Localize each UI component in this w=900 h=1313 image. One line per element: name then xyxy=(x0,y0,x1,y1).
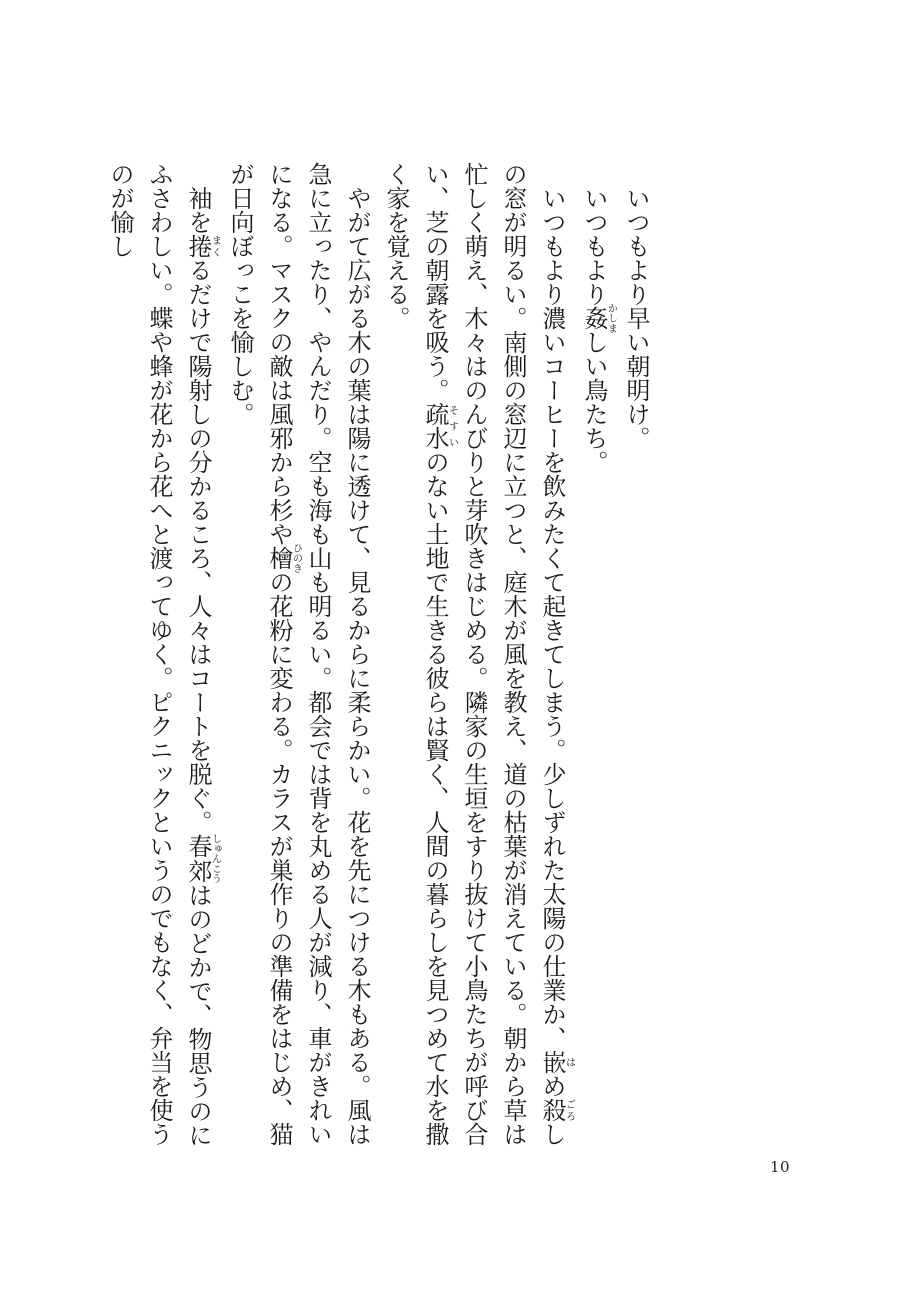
ruby-word xyxy=(538,1098,575,1122)
ruby-reading: ごろ xyxy=(563,1098,575,1122)
ruby-base: 春郊 xyxy=(184,833,212,884)
ruby-base: 檜 xyxy=(265,543,293,573)
ruby-base: 捲 xyxy=(184,234,212,258)
text-run: いつもより xyxy=(580,186,608,306)
text-run: のない土地で生きる彼らは賢く、人間の暮らしを見つめて水を撒く家を覚える。 xyxy=(382,162,449,1146)
ruby-reading: しゅんこう xyxy=(209,833,221,884)
ruby-word xyxy=(184,833,221,884)
ruby-reading: かしま xyxy=(605,303,617,333)
text-run: いつもより早い朝明け。 xyxy=(622,186,650,450)
text-run: はのどかで、物思うのにふさわしい。蝶や蜂が花から花へと渡ってゆく。ピクニックというのでもなく、弁当を使うのが愉し xyxy=(106,162,212,1147)
text-run: の花粉に変わる。カラスが巣作りの準備をはじめ、猫が日向ぼっこを愉しむ。 xyxy=(226,162,293,1146)
text-run: め xyxy=(538,1074,566,1098)
text-run: しい鳥たち。 xyxy=(580,330,608,474)
body-text xyxy=(100,162,655,1162)
paragraph xyxy=(376,162,574,1162)
ruby-base: 姦 xyxy=(580,303,608,333)
text-run: いつもより濃いコーヒーを飲みたくて起きてしまう。少しずれた太陽の仕業か、 xyxy=(538,186,566,1050)
text-run: るだけで陽射しの分かるころ、人々はコートを脱ぐ。 xyxy=(184,258,212,834)
ruby-word xyxy=(184,186,212,210)
text-run: を xyxy=(184,210,212,234)
ruby-word xyxy=(538,1050,575,1074)
ruby-reading: ひのき xyxy=(290,543,302,573)
paragraph xyxy=(574,162,616,1162)
ruby-word xyxy=(580,303,617,333)
ruby-reading: まく xyxy=(209,234,221,258)
text-run: しの窓が明るい。南側の窓辺に立つと、庭木が風を教え、道の枯葉が消えている。朝から草は忙しく萌え、木々はのんびりと芽吹きはじめる。隣家の生垣をすり抜けて小鳥たちが呼び合い、芝の朝露を吸う。 xyxy=(421,162,566,1146)
ruby-reading: は xyxy=(563,1050,575,1074)
ruby-word xyxy=(421,402,458,450)
ruby-reading: そすい xyxy=(446,402,458,450)
ruby-base: 殺 xyxy=(538,1098,566,1122)
paragraph xyxy=(220,162,376,1162)
paragraph xyxy=(616,162,655,1162)
ruby-base: 嵌 xyxy=(538,1050,566,1074)
paragraph xyxy=(100,162,220,1162)
ruby-word xyxy=(265,543,302,573)
ruby-base: 疏水 xyxy=(421,402,449,450)
ruby-base: 袖 xyxy=(184,186,212,210)
text-run: やがて広がる木の葉は陽に透けて、見るからに柔らかい。花を先につける木もある。風は急に立ったり、やんだり。空も海も山も明るい。都会では背を丸める人が減り、車がきれいになる。マスクの敵は風邪から杉や xyxy=(265,162,371,1146)
ruby-word xyxy=(184,234,221,258)
page-number: 10 xyxy=(770,1158,791,1176)
